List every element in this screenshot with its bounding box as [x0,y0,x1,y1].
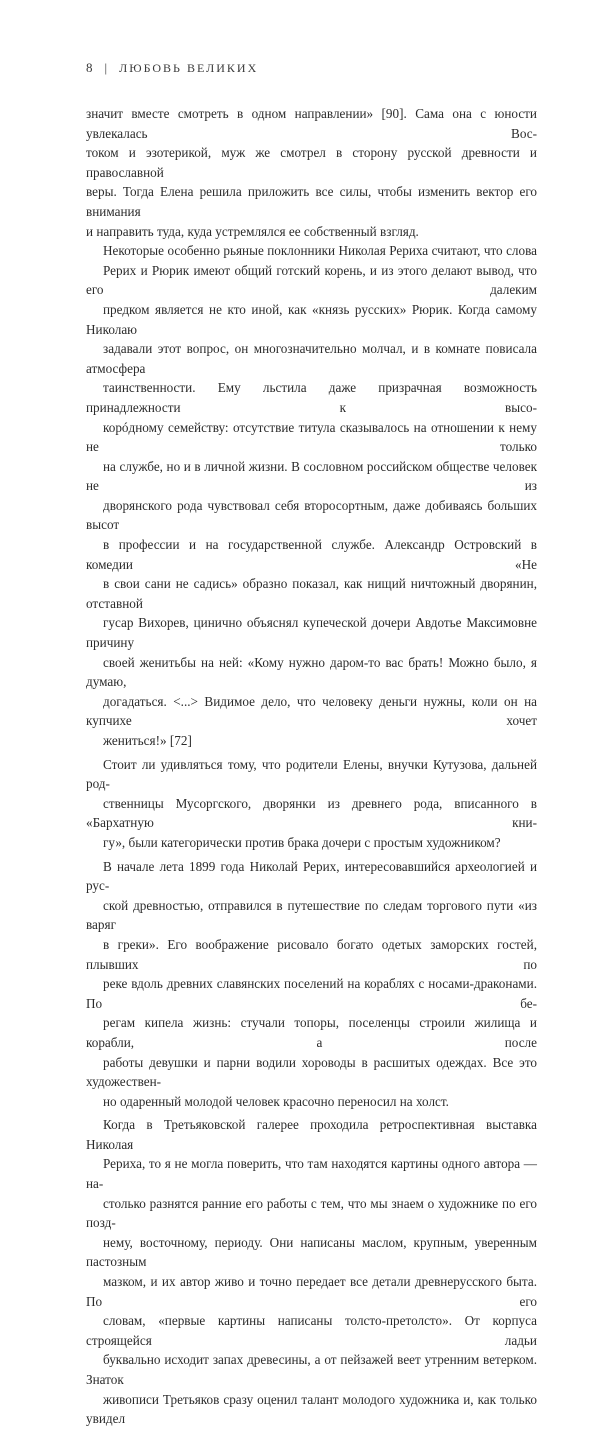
text-line: таинственности. Ему льстила даже призрачная возможность принадлежности к высо- [86,380,537,415]
text-line: ской древностью, отправился в путешествие по следам торгового пути «из варяг [86,897,537,933]
text-line: В начале лета 1899 года Николай Рерих, интересовавшийся археологией и рус- [86,858,537,894]
text-line: предком является не кто иной, как «князь русских» Рюрик. Когда самому Николаю [86,301,537,337]
text-line: догадаться. <...> Видимое дело, что человеку деньги нужны, коли он на купчихе хочет [86,693,537,729]
text-line: значит вместе смотреть в одном направлении» [90]. Сама она с юности увлекалась Вос- [86,106,537,141]
running-header [86,60,258,76]
text-line: гусар Вихорев, цинично объяснял купеческой дочери Авдотье Максимовне причину [86,615,537,651]
text-line: гу», были категорически против брака дочери с простым художником? [103,834,501,850]
text-line: дворянского рода чувствовал себя второсортным, даже добиваясь больших высот [86,497,537,533]
text-line: Стоит ли удивляться тому, что родители Елены, внучки Кутузова, дальней род- [86,756,537,792]
text-line: Когда в Третьяковской галерее проходила ретроспективная выставка Николая [86,1117,537,1152]
paragraph [86,755,537,853]
text-line: жениться!» [72] [103,733,192,748]
text-line: буквально исходит запах древесины, а от пейзажей веет утренним ветерком. Знаток [86,1352,537,1387]
text-line: регам кипела жизнь: стучали топоры, поселенцы строили жилища и корабли, а после [86,1015,537,1050]
text-line: ственницы Мусоргского, дворянки из древнего рода, вписанного в «Бархатную кни- [86,795,537,831]
text-line: реке вдоль древних славянских поселений на кораблях с носами-драконами. По бе- [86,976,537,1011]
text-line: нему, восточному, периоду. Они написаны маслом, крупным, уверенным пастозным [86,1234,537,1270]
text-line: мазком, и их автор живо и точно передает все детали древнерусского быта. По его [86,1274,537,1309]
text-line: живописи Третьяков сразу оценил талант молодого художника и, как только увидел [86,1391,537,1427]
text-line: столько разнятся ранние его работы с тем, что мы знаем о художнике по его позд- [86,1195,537,1231]
paragraph [86,1115,537,1429]
text-line: в греки». Его воображение рисовало богато одетых заморских гостей, плывших по [86,936,537,972]
text-line: работы девушки и парни водили хороводы в расшитых одеждах. Все это художествен- [86,1054,537,1090]
page-number: 8 [86,60,93,75]
body-text [86,104,537,1429]
text-line: веры. Тогда Елена решила приложить все силы, чтобы изменить вектор его внимания [86,184,537,219]
text-line: током и эзотерикой, муж же смотрел в сторону русской древности и православной [86,145,537,180]
text-line: в свои сани не садись» образно показал, как нищий ничтожный дворянин, отставной [86,576,537,611]
text-line: задавали этот вопрос, он многозначительно молчал, и в комнате повисала атмосфера [86,341,537,376]
text-line: но одаренный молодой человек красочно переносил на холст. [103,1093,449,1109]
text-line: Рерих и Рюрик имеют общий готский корень, и из этого делают вывод, что его далеким [86,262,537,298]
paragraph [86,241,537,750]
header-separator: | [104,60,108,75]
text-line: на службе, но и в личной жизни. В сословном российском обществе человек не из [86,458,537,494]
text-line: Рериха, то я не могла поверить, что там находятся картины одного автора — на- [86,1156,537,1192]
paragraph [86,857,537,1112]
text-line: корóдному семейству: отсутствие титула сказывалось на отношении к нему не только [86,419,537,455]
text-line: и направить туда, куда устремлялся ее собственный взгляд. [86,223,419,239]
paragraph [86,104,537,241]
text-line: своей женитьбы на ней: «Кому нужно даром-то вас брать! Можно было, я думаю, [86,654,537,690]
text-line: словам, «первые картины написаны толсто-претолсто». От корпуса строящейся ладьи [86,1313,537,1348]
text-line: в профессии и на государственной службе. Александр Островский в комедии «Не [86,537,537,572]
book-title: ЛЮБОВЬ ВЕЛИКИХ [119,60,259,75]
text-line: Некоторые особенно рьяные поклонники Николая Рериха считают, что слова [103,243,537,259]
